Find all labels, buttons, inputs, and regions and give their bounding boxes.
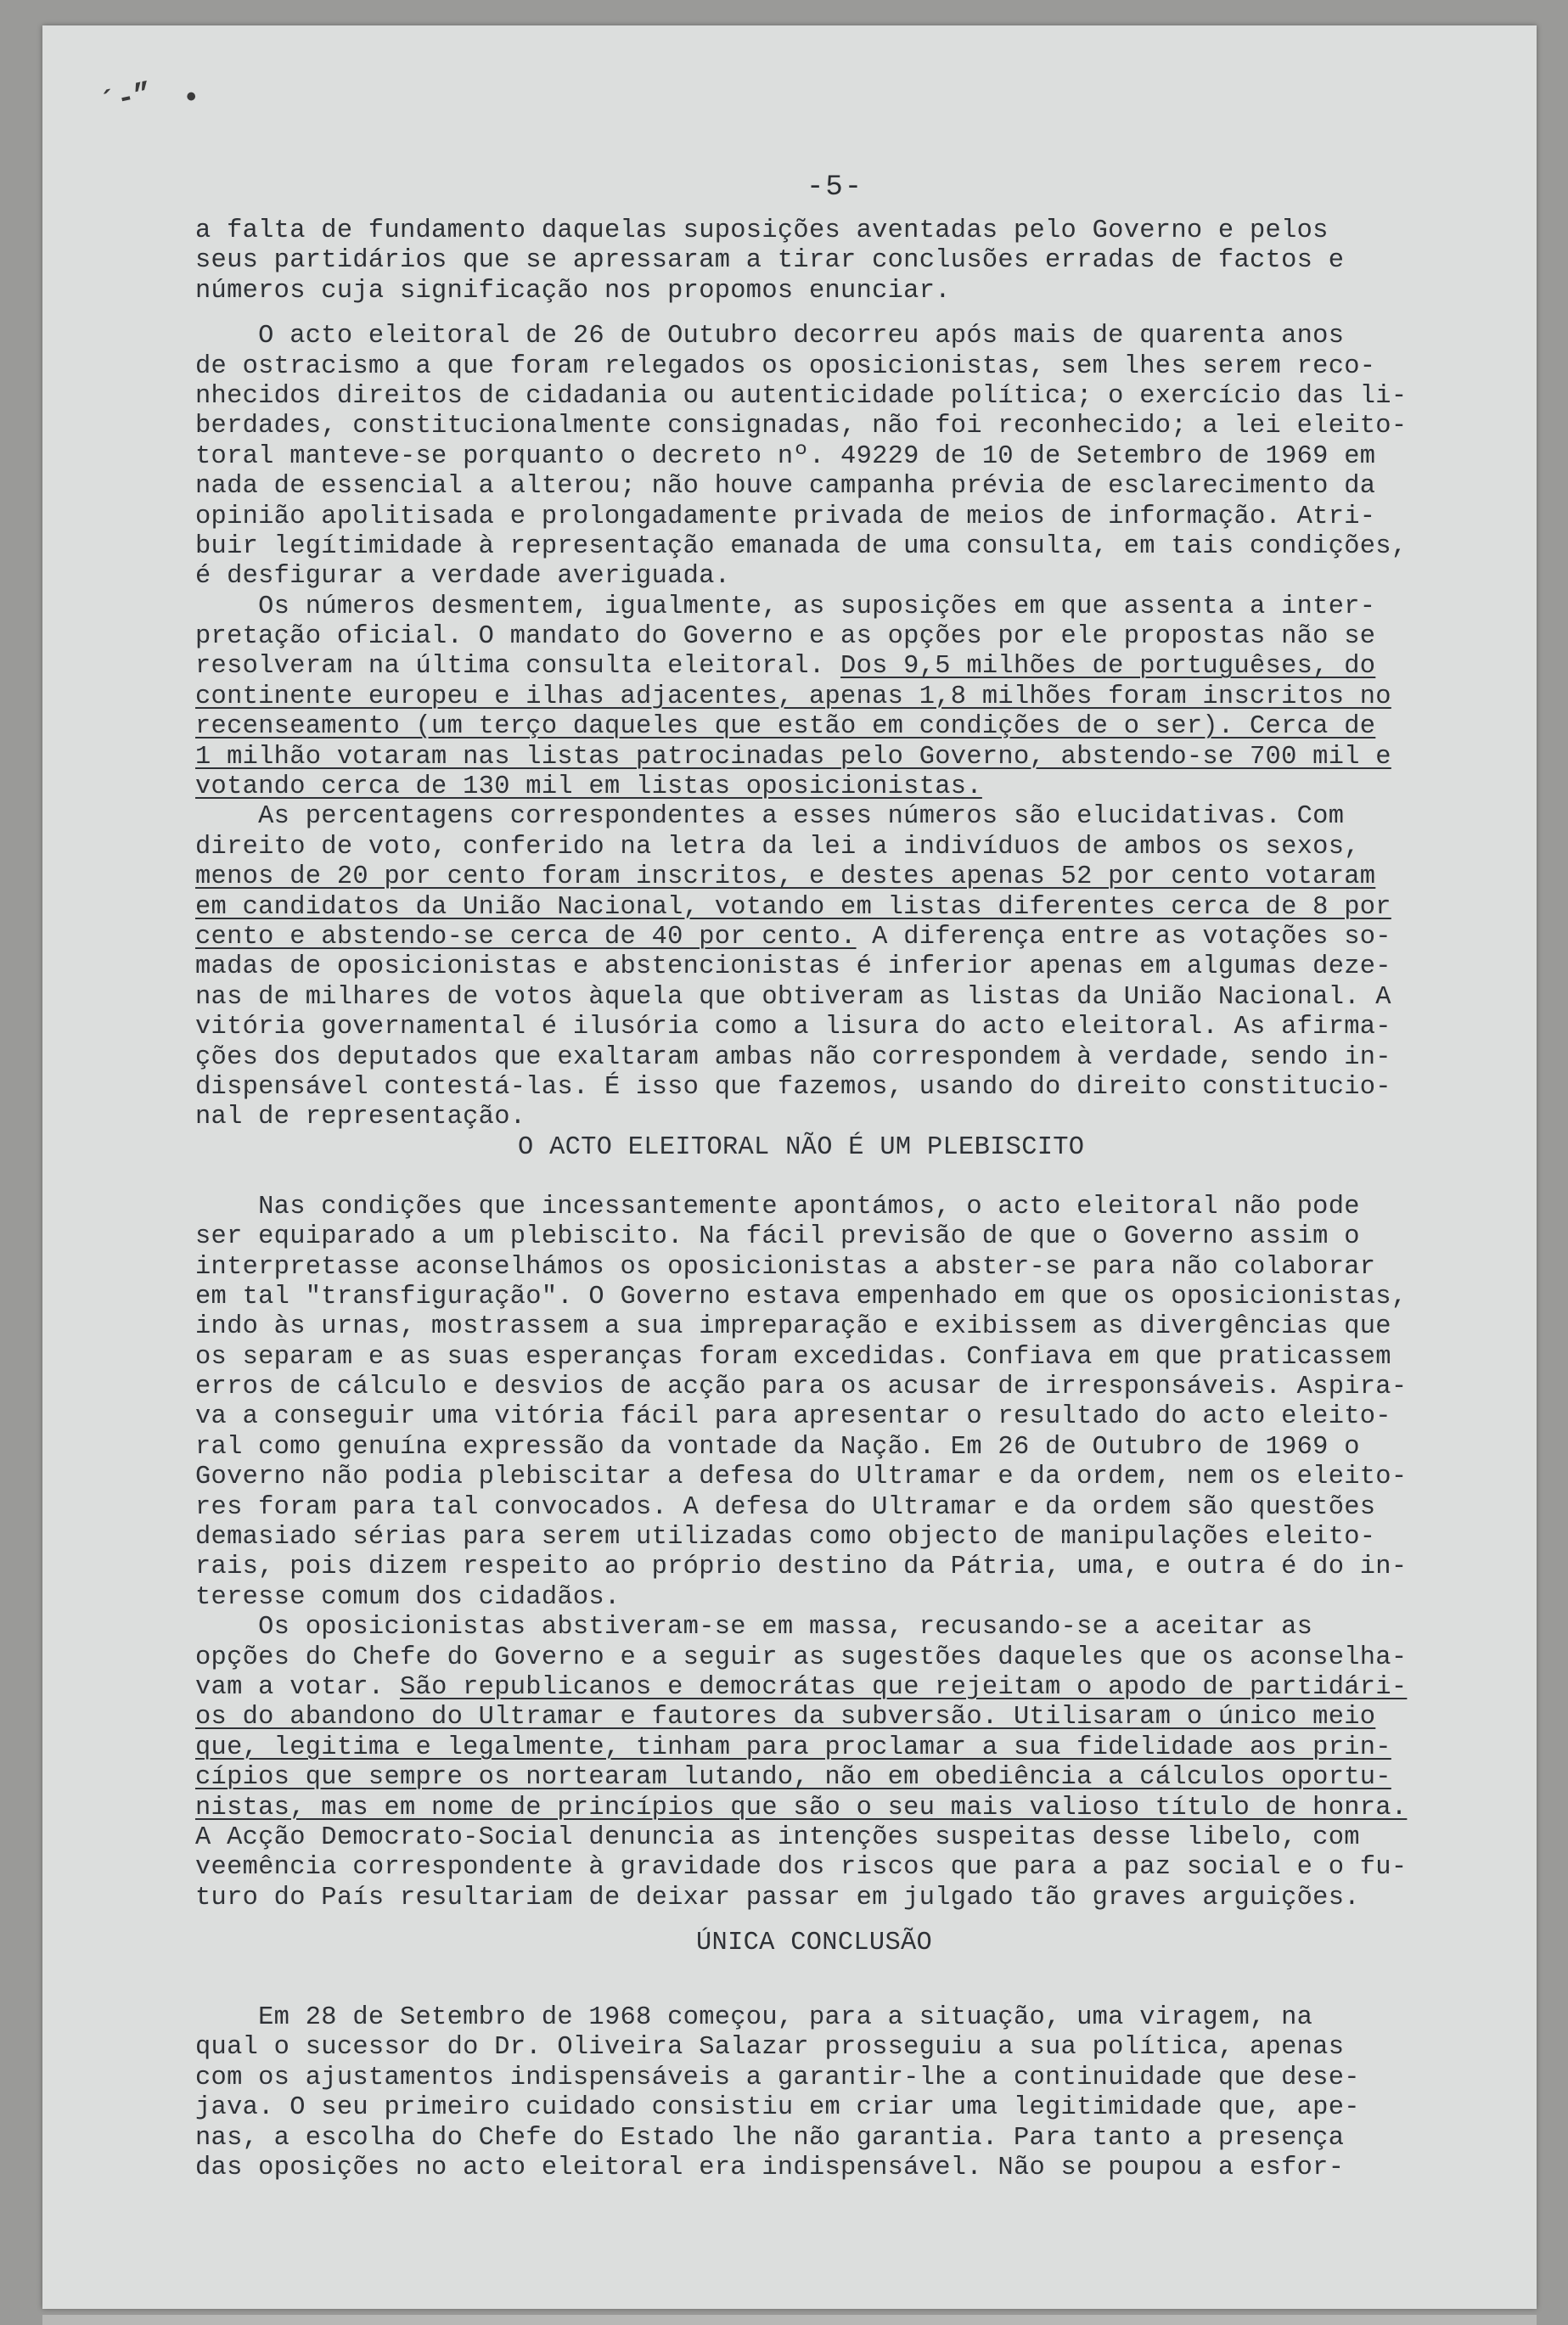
text-line: a falta de fundamento daquelas suposições aventadas pelo Governo e pelos bbox=[195, 216, 1329, 245]
text-span: vam a votar. bbox=[195, 1672, 400, 1702]
text-line: pretação oficial. O mandato do Governo e as opções por ele propostas não se bbox=[195, 622, 1376, 652]
text-line: dispensável contestá-las. É isso que fazemos, usando do direito constitucio- bbox=[195, 1072, 1391, 1102]
text-span: resolveram na última consulta eleitoral. bbox=[195, 652, 841, 682]
paragraph bbox=[195, 2003, 1520, 2183]
text-line: erros de cálculo e desvios de acção para os acusar de irresponsáveis. Aspira- bbox=[195, 1373, 1408, 1402]
scan-edge bbox=[42, 2315, 1537, 2325]
text-line: nas, a escolha do Chefe do Estado lhe não garantia. Para tanto a presença bbox=[195, 2123, 1345, 2153]
text-line: os separam e as suas esperanças foram excedidas. Confiava em que praticassem bbox=[195, 1342, 1391, 1372]
underlined-line: em candidatos da União Nacional, votando em listas diferentes cerca de 8 por bbox=[195, 892, 1391, 922]
text-line: nada de essencial a alterou; não houve campanha prévia de esclarecimento da bbox=[195, 472, 1376, 502]
text-line: nhecidos direitos de cidadania ou autenticidade política; o exercício das li- bbox=[195, 381, 1408, 411]
text-line: toral manteve-se porquanto o decreto nº. 49229 de 10 de Setembro de 1969 em bbox=[195, 441, 1376, 471]
text-line: ral como genuína expressão da vontade da Nação. Em 26 de Outubro de 1969 o bbox=[195, 1432, 1360, 1462]
text-line: res foram para tal convocados. A defesa do Ultramar e da ordem são questões bbox=[195, 1492, 1376, 1522]
underlined-line: 1 milhão votaram nas listas patrocinadas pelo Governo, abstendo-se 700 mil e bbox=[195, 742, 1391, 772]
text-line: berdades, constitucionalmente consignadas, não foi reconhecido; a lei eleito- bbox=[195, 412, 1408, 441]
text-line: java. O seu primeiro cuidado consistiu em criar uma legitimidade que, ape- bbox=[195, 2093, 1360, 2123]
text-line: qual o sucessor do Dr. Oliveira Salazar prosseguiu a sua política, apenas bbox=[195, 2033, 1345, 2063]
underlined-line: que, legitima e legalmente, tinham para proclamar a sua fidelidade aos prin- bbox=[195, 1733, 1391, 1762]
text-line: com os ajustamentos indispensáveis a garantir-lhe a continuidade que dese- bbox=[195, 2063, 1360, 2092]
text-line: As percentagens correspondentes a esses números são elucidativas. Com bbox=[195, 802, 1345, 832]
underlined-line: continente europeu e ilhas adjacentes, apenas 1,8 milhões foram inscritos no bbox=[195, 682, 1391, 711]
text-line: indo às urnas, mostrassem a sua impreparação e exibissem as divergências que bbox=[195, 1312, 1391, 1342]
text-line: seus partidários que se apressaram a tirar conclusões erradas de factos e bbox=[195, 246, 1345, 276]
underlined-line: menos de 20 por cento foram inscritos, e destes apenas 52 por cento votaram bbox=[195, 862, 1376, 892]
text-line: das oposições no acto eleitoral era indispensável. Não se poupou a esfor- bbox=[195, 2154, 1345, 2183]
text-line: em tal "transfiguração". O Governo estava empenhado em que os oposicionistas, bbox=[195, 1282, 1408, 1311]
text-line: madas de oposicionistas e abstencionistas é inferior apenas em algumas deze- bbox=[195, 952, 1391, 982]
underlined-text: São republicanos e democrátas que rejeitam o apodo de partidári- bbox=[400, 1672, 1408, 1702]
text-line: turo do País resultariam de deixar passar em julgado tão graves arguições. bbox=[195, 1883, 1360, 1912]
paragraph bbox=[195, 1193, 1520, 1613]
text-line: é desfigurar a verdade averiguada. bbox=[195, 562, 731, 592]
text-line: Nas condições que incessantemente apontámos, o acto eleitoral não pode bbox=[195, 1192, 1360, 1221]
text-line: va a conseguir uma vitória fácil para apresentar o resultado do acto eleito- bbox=[195, 1402, 1391, 1432]
underlined-line: votando cerca de 130 mil em listas oposicionistas. bbox=[195, 772, 982, 802]
margin-mark: • bbox=[183, 83, 200, 115]
text-line: números cuja significação nos propomos enunciar. bbox=[195, 276, 951, 306]
underlined-text: cento e abstendo-se cerca de 40 por cento. bbox=[195, 922, 857, 952]
text-line bbox=[195, 923, 1520, 952]
text-line: nas de milhares de votos àquela que obtiveram as listas da União Nacional. A bbox=[195, 982, 1391, 1012]
paragraph bbox=[195, 1613, 1520, 1913]
text-line: Em 28 de Setembro de 1968 começou, para a situação, uma viragem, na bbox=[195, 2003, 1313, 2033]
text-line: rais, pois dizem respeito ao próprio destino da Pátria, uma, e outra é do in- bbox=[195, 1553, 1408, 1582]
underlined-line: recenseamento (um terço daqueles que estão em condições de o ser). Cerca de bbox=[195, 712, 1376, 742]
text-line: interpretasse aconselhámos os oposicionistas a abster-se para não colaborar bbox=[195, 1252, 1376, 1282]
underlined-line: os do abandono do Ultramar e fautores da subversão. Utilisaram o único meio bbox=[195, 1703, 1376, 1733]
text-span: A diferença entre as votações so- bbox=[856, 922, 1391, 952]
text-line: Os oposicionistas abstiveram-se em massa, recusando-se a aceitar as bbox=[195, 1613, 1313, 1643]
typewritten-body bbox=[195, 216, 1520, 2183]
section-heading: ÚNICA CONCLUSÃO bbox=[696, 1929, 933, 1958]
text-line: buir legítimidade à representação emanada de uma consulta, em tais condições, bbox=[195, 531, 1408, 561]
underlined-text: Dos 9,5 milhões de portuguêses, do bbox=[840, 652, 1376, 682]
text-line: opções do Chefe do Governo e a seguir as sugestões daqueles que os aconselha- bbox=[195, 1643, 1408, 1672]
text-line: ções dos deputados que exaltaram ambas não correspondem à verdade, sendo in- bbox=[195, 1042, 1391, 1072]
paragraph bbox=[195, 592, 1520, 803]
text-line: opinião apolitisada e prolongadamente privada de meios de informação. Atri- bbox=[195, 502, 1376, 531]
paragraph bbox=[195, 802, 1520, 1132]
text-line bbox=[195, 652, 1520, 682]
underlined-line: cípios que sempre os nortearam lutando, não em obediência a cálculos oportu- bbox=[195, 1763, 1391, 1793]
paragraph bbox=[195, 216, 1520, 306]
text-line: vitória governamental é ilusória como a lisura do acto eleitoral. As afirma- bbox=[195, 1013, 1391, 1042]
document-page bbox=[42, 25, 1537, 2309]
section-heading: O ACTO ELEITORAL NÃO É UM PLEBISCITO bbox=[518, 1132, 1085, 1162]
text-line: de ostracismo a que foram relegados os oposicionistas, sem lhes serem reco- bbox=[195, 351, 1376, 381]
text-line: teresse comum dos cidadãos. bbox=[195, 1582, 621, 1612]
underlined-line: nistas, mas em nome de princípios que são o seu mais valioso título de honra. bbox=[195, 1793, 1408, 1822]
text-line: veemência correspondente à gravidade dos riscos que para a paz social e o fu- bbox=[195, 1853, 1408, 1883]
text-line: demasiado sérias para serem utilizadas como objecto de manipulações eleito- bbox=[195, 1523, 1376, 1553]
margin-mark: ´‐” bbox=[97, 78, 155, 121]
text-line: A Acção Democrato-Social denuncia as intenções suspeitas desse libelo, com bbox=[195, 1822, 1360, 1852]
text-line: nal de representação. bbox=[195, 1103, 526, 1132]
page-number: -5- bbox=[806, 171, 864, 204]
text-line: ser equiparado a um plebiscito. Na fácil previsão de que o Governo assim o bbox=[195, 1222, 1360, 1252]
text-line: direito de voto, conferido na letra da lei a indivíduos de ambos os sexos, bbox=[195, 832, 1360, 862]
text-line: Governo não podia plebiscitar a defesa do Ultramar e da ordem, nem os eleito- bbox=[195, 1463, 1408, 1492]
text-line: Os números desmentem, igualmente, as suposições em que assenta a inter- bbox=[195, 592, 1376, 621]
text-line: O acto eleitoral de 26 de Outubro decorreu após mais de quarenta anos bbox=[195, 322, 1345, 351]
text-line bbox=[195, 1673, 1520, 1703]
paragraph bbox=[195, 322, 1520, 592]
